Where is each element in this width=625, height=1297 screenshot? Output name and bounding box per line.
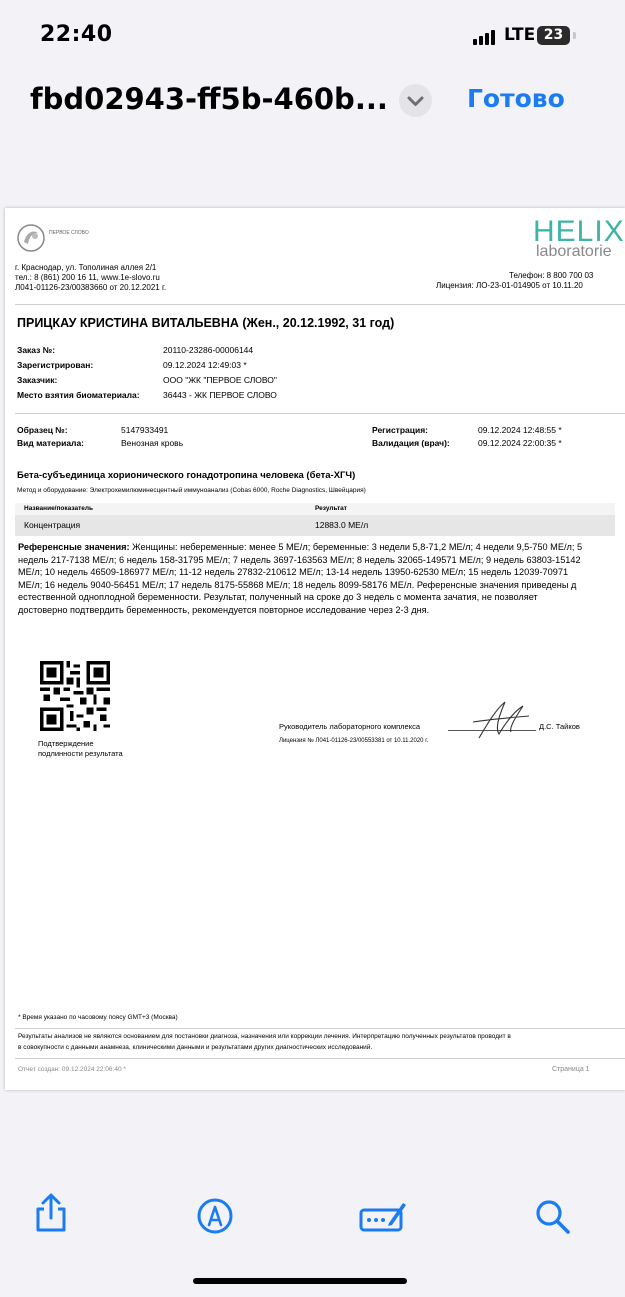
battery-icon: 23 [537,26,570,45]
validation-value: 09.12.2024 22:00:35 * [478,438,562,448]
search-icon[interactable] [533,1197,573,1237]
test-title: Бета-субъединица хорионического гонадотропина человека (бета-ХГЧ) [17,470,356,481]
share-icon[interactable] [31,1193,71,1233]
signature-license: Лицензия № Л041-01126-23/00553381 от 10.11.2020 г. [279,738,429,744]
divider [15,1028,625,1029]
battery-cap [573,32,576,39]
signature-name: Д.С. Тайков [539,722,580,731]
done-button[interactable]: Готово [467,84,565,113]
validation-label: Валидация (врач): [372,438,450,448]
divider [15,304,625,305]
lab-license: Л041-01126-23/00383660 от 20.12.2021 г. [15,283,167,292]
document-title[interactable]: fbd02943-ff5b-460b... [30,82,388,116]
status-time: 22:40 [40,22,113,47]
collection-place-label: Место взятия биоматериала: [17,390,140,400]
network-type: LTE [504,25,536,45]
table-header-result: Результат [315,505,347,512]
signature-image [465,698,535,744]
order-label: Заказ №: [17,345,56,355]
reference-text: достоверно подтвердить беременность, рекомендуется повторное исследование через 2-3 дня. [18,604,430,615]
table-cell-name: Концентрация [24,520,81,530]
customer-value: ООО "ЖК "ПЕРВОЕ СЛОВО" [163,375,277,385]
patient-name: ПРИЦКАУ КРИСТИНА ВИТАЛЬЕВНА (Жен., 20.12.1992, 31 год) [17,316,395,330]
reference-values [18,541,618,617]
form-fill-icon[interactable] [359,1197,407,1237]
sample-value: 5147933491 [121,425,169,435]
reference-label: Референсные значения: [18,542,130,552]
qr-caption: Подтверждение [38,739,94,748]
reference-text: недель 217-7138 МЕ/л; 6 недель 158-31795 МЕ/л; 7 недель 3697-163563 МЕ/л; 8 недель 32065-149571 МЕ/л; 9 недель 63803-15142 [18,554,581,565]
report-created: Отчет создан: 09.12.2024 22:06:40 * [18,1066,126,1073]
document-page[interactable] [5,208,625,1090]
markup-icon[interactable] [195,1196,235,1236]
title-menu-button[interactable] [399,84,432,117]
order-value: 20110-23286-00006144 [163,345,254,355]
material-value: Венозная кровь [121,438,184,448]
disclaimer-text: в совокупности с данными анамнеза, клиническими данными и результатами других диагностических исследований. [18,1044,373,1051]
disclaimer-text: Результаты анализов не являются основанием для постановки диагноза, назначения или коррекции лечения. Интерпретацию полученных результатов проводит в [18,1033,511,1040]
qr-caption: подлинности результата [38,749,123,758]
time-note: * Время указано по часовому поясу GMT+3 (Москва) [18,1014,178,1021]
table-cell-result: 12883.0 МЕ/л [315,520,369,530]
home-indicator[interactable] [193,1278,407,1284]
reference-text: естественной одноплодной беременности. Результат, полученный на сроке до 3 недель с момента зачатия, не позволяет [18,592,538,603]
lab-phone: тел.: 8 (861) 200 16 11, www.1e-slovo.ru [15,273,160,282]
reference-text: МЕ/л; 16 недель 9040-56451 МЕ/л; 17 недель 8175-55868 МЕ/л; 18 недель 8099-58176 МЕ/л. Референсные значения приведены д [18,579,577,590]
collection-place-value: 36443 - ЖК ПЕРВОЕ СЛОВО [163,390,277,400]
registered-value: 09.12.2024 12:49:03 * [163,360,247,370]
divider [15,413,625,414]
signature-role: Руководитель лабораторного комплекса [279,722,421,731]
reference-text: МЕ/л; 10 недель 46509-186977 МЕ/л; 11-12 недель 27832-210612 МЕ/л; 13-14 недель 13950-62530 МЕ/л; 15 недель 12039-70971 [18,567,569,578]
divider [15,1058,625,1059]
page-number: Страница 1 [552,1066,590,1073]
registration-label: Регистрация: [372,425,429,435]
helix-phone: Телефон: 8 800 700 03 [509,271,594,280]
lab-address: г. Краснодар, ул. Тополиная аллея 2/1 [15,263,157,272]
material-label: Вид материала: [17,438,85,448]
registered-label: Зарегистрирован: [17,360,94,370]
registration-value: 09.12.2024 12:48:55 * [478,425,562,435]
chevron-down-icon [399,84,432,117]
reference-text: Женщины: небеременные: менее 5 МЕ/л; беременные: 3 недели 5,8-71,2 МЕ/л; 4 недели 9,5-750 МЕ/л; 5 [129,542,583,552]
helix-license: Лицензия: ЛО-23-01-014905 от 10.11.20 [436,281,583,290]
helix-logo: HELIX [533,215,625,248]
sample-label: Образец №: [17,425,68,435]
signal-icon [473,29,497,45]
customer-label: Заказчик: [17,375,58,385]
qr-code[interactable] [40,661,110,731]
table-header-name: Название/показатель [24,505,94,512]
status-bar [0,0,600,70]
lab-logo-text: ПЕРВОЕ СЛОВО [49,230,89,236]
test-method: Метод и оборудование: Электрохемилюминесцентный иммуноанализ (Cobas 6000, Roche Diagnostics, Швейцария) [17,487,366,494]
helix-logo-sub: laboratorie [536,243,612,260]
lab-logo-icon [15,220,47,260]
